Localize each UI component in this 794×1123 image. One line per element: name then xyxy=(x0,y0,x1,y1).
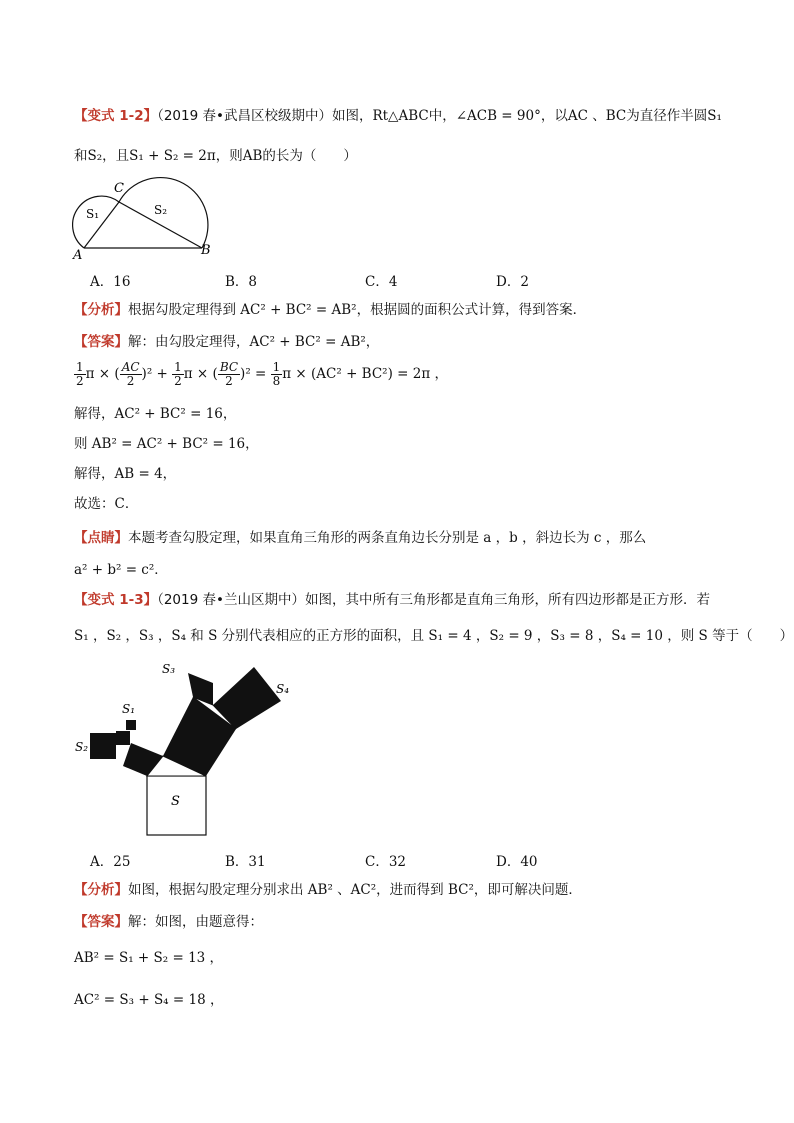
label-b: B xyxy=(201,243,211,258)
problem-tag: 【变式 1-3】 xyxy=(74,592,158,608)
problem-text-line2: 和S₂，且S₁ + S₂ = 2π，则AB的长为（ ） xyxy=(74,148,357,164)
problem-text-line1: 如图，其中所有三角形都是直角三角形，所有四边形都是正方形．若 xyxy=(304,592,710,608)
analysis-text: 根据勾股定理得到 AC² + BC² = AB²，根据圆的面积公式计算，得到答案． xyxy=(128,302,587,318)
analysis-tag: 【分析】 xyxy=(74,302,128,318)
option-d[interactable]: D．2 xyxy=(496,274,529,290)
option-c[interactable]: C．32 xyxy=(365,854,407,870)
frac-ac: $\frac{AC}{2}$ xyxy=(121,360,140,388)
squares-figure xyxy=(70,655,310,845)
step-4: 故选：C． xyxy=(74,496,139,512)
step-1: AB² = S₁ + S₂ = 13 ， xyxy=(74,950,224,966)
answer-text: 解：由勾股定理得，AC² + BC² = AB²， xyxy=(128,334,380,350)
step-3: 解得，AB = 4， xyxy=(74,466,177,482)
option-a[interactable]: A．16 xyxy=(90,274,131,290)
problem-text-line1: 如图，Rt△ABC中，∠ACB = 90°，以AC 、BC为直径作半圆S₁ xyxy=(331,108,722,124)
label-c: C xyxy=(114,181,124,196)
step-2: AC² = S₃ + S₄ = 18 ， xyxy=(74,992,224,1008)
fraction-equation: $\frac{1}{2}$ π × ( $\frac{AC}{2}$ )² + $\frac{1}{2}$ π × ( $\frac{BC}{2}$ )² = $\frac{1}{8}$ π × (AC² + BC²) = 2π ， xyxy=(76,360,449,388)
problem-tag: 【变式 1-2】 xyxy=(74,108,158,124)
frac-bc: $\frac{BC}{2}$ xyxy=(219,360,239,388)
analysis-text: 如图，根据勾股定理分别求出 AB² 、AC²，进而得到 BC²，即可解决问题． xyxy=(128,882,582,898)
analysis-line xyxy=(74,880,582,900)
label-a: A xyxy=(73,248,83,262)
problem-1-2-header xyxy=(74,106,722,126)
label-s1: S₁ xyxy=(122,702,136,716)
label-s2: S₂ xyxy=(75,740,89,754)
problem-text-line2: S₁ ，S₂ ，S₃ ，S₄ 和 S 分别代表相应的正方形的面积，且 S₁ = 4 ，S₂ = 9 ，S₃ = 8 ，S₄ = 10 ，则 S 等于（ ） xyxy=(74,628,794,644)
point-tag: 【点睛】 xyxy=(74,530,128,546)
answer-line xyxy=(74,912,263,932)
label-s2: S₂ xyxy=(154,203,168,217)
frac-half-1: $\frac{1}{2}$ xyxy=(76,360,84,388)
option-c[interactable]: C．4 xyxy=(365,274,398,290)
option-a[interactable]: A．25 xyxy=(90,854,131,870)
option-d[interactable]: D．40 xyxy=(496,854,538,870)
frac-half-2: $\frac{1}{2}$ xyxy=(174,360,182,388)
label-s1: S₁ xyxy=(86,207,100,221)
semicircle-figure xyxy=(68,172,228,262)
label-s: S xyxy=(171,794,180,809)
frac-eighth: $\frac{1}{8}$ xyxy=(272,360,281,388)
point-line1 xyxy=(74,528,646,548)
answer-line xyxy=(74,332,379,352)
label-s4: S₄ xyxy=(276,682,290,696)
analysis-line xyxy=(74,300,586,320)
option-b[interactable]: B．31 xyxy=(225,854,266,870)
problem-source: （2019 春•武昌区校级期中） xyxy=(157,108,332,124)
analysis-tag: 【分析】 xyxy=(74,882,128,898)
answer-tag: 【答案】 xyxy=(74,334,128,350)
problem-source: （2019 春•兰山区期中） xyxy=(157,592,305,608)
step-1: 解得，AC² + BC² = 16， xyxy=(74,406,237,422)
label-s3: S₃ xyxy=(162,662,176,676)
problem-1-3-header xyxy=(74,590,710,610)
answer-tag: 【答案】 xyxy=(74,914,128,930)
answer-text: 解：如图，由题意得： xyxy=(128,914,263,930)
point-line2: a² + b² = c²． xyxy=(74,562,168,578)
step-2: 则 AB² = AC² + BC² = 16， xyxy=(74,436,259,452)
point-text: 本题考查勾股定理，如果直角三角形的两条直角边长分别是 a ，b ，斜边长为 c ，那么 xyxy=(128,530,647,546)
option-b[interactable]: B．8 xyxy=(225,274,258,290)
